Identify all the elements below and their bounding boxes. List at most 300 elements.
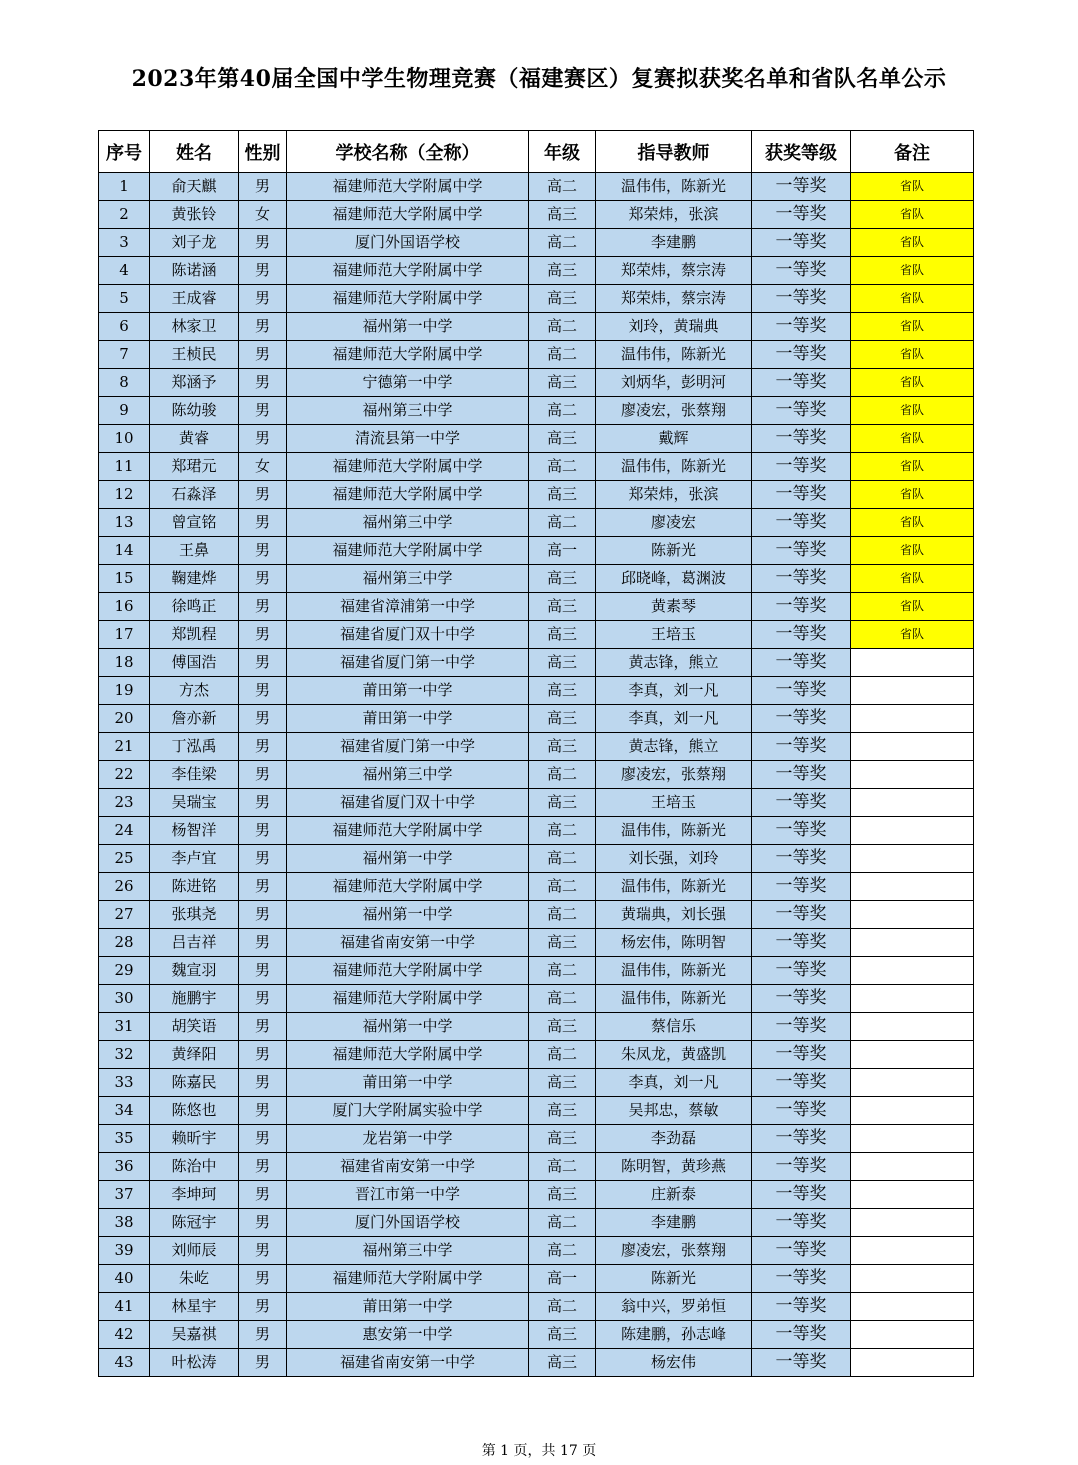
cell-grade: 高三 xyxy=(529,201,596,229)
cell-no: 30 xyxy=(99,985,150,1013)
cell-award: 一等奖 xyxy=(752,1209,851,1237)
cell-no: 40 xyxy=(99,1265,150,1293)
cell-name: 叶松涛 xyxy=(150,1349,239,1377)
cell-no: 14 xyxy=(99,537,150,565)
table-row xyxy=(99,1265,974,1293)
cell-remark xyxy=(851,1097,974,1125)
cell-name: 郑凯程 xyxy=(150,621,239,649)
table-row xyxy=(99,761,974,789)
cell-grade: 高三 xyxy=(529,285,596,313)
cell-award: 一等奖 xyxy=(752,173,851,201)
cell-grade: 高二 xyxy=(529,1153,596,1181)
table-row xyxy=(99,173,974,201)
cell-gender: 男 xyxy=(239,1153,287,1181)
cell-no: 3 xyxy=(99,229,150,257)
cell-grade: 高三 xyxy=(529,649,596,677)
cell-name: 傅国浩 xyxy=(150,649,239,677)
table-row xyxy=(99,789,974,817)
cell-remark xyxy=(851,1209,974,1237)
cell-no: 20 xyxy=(99,705,150,733)
cell-gender: 男 xyxy=(239,481,287,509)
cell-award: 一等奖 xyxy=(752,257,851,285)
cell-award: 一等奖 xyxy=(752,1125,851,1153)
cell-name: 林星宇 xyxy=(150,1293,239,1321)
cell-remark xyxy=(851,1041,974,1069)
cell-name: 王成睿 xyxy=(150,285,239,313)
cell-teacher: 陈建鹏，孙志峰 xyxy=(596,1321,752,1349)
cell-teacher: 郑荣炜，张滨 xyxy=(596,201,752,229)
table-row xyxy=(99,1153,974,1181)
cell-no: 19 xyxy=(99,677,150,705)
cell-teacher: 陈新光 xyxy=(596,1265,752,1293)
cell-gender: 女 xyxy=(239,201,287,229)
cell-teacher: 王培玉 xyxy=(596,789,752,817)
table-row xyxy=(99,621,974,649)
cell-gender: 男 xyxy=(239,257,287,285)
cell-remark xyxy=(851,649,974,677)
cell-no: 35 xyxy=(99,1125,150,1153)
cell-teacher: 李真，刘一凡 xyxy=(596,677,752,705)
cell-no: 34 xyxy=(99,1097,150,1125)
table-row xyxy=(99,733,974,761)
cell-gender: 男 xyxy=(239,369,287,397)
cell-no: 10 xyxy=(99,425,150,453)
cell-no: 25 xyxy=(99,845,150,873)
cell-grade: 高三 xyxy=(529,1321,596,1349)
cell-gender: 男 xyxy=(239,873,287,901)
cell-grade: 高三 xyxy=(529,1349,596,1377)
cell-teacher: 廖凌宏，张蔡翔 xyxy=(596,761,752,789)
cell-grade: 高一 xyxy=(529,537,596,565)
cell-name: 李坤珂 xyxy=(150,1181,239,1209)
cell-award: 一等奖 xyxy=(752,1069,851,1097)
table-row xyxy=(99,1321,974,1349)
cell-no: 21 xyxy=(99,733,150,761)
table-row xyxy=(99,313,974,341)
cell-no: 22 xyxy=(99,761,150,789)
page-footer: 第 1 页，共 17 页 xyxy=(481,1443,597,1459)
table-row xyxy=(99,1209,974,1237)
cell-remark xyxy=(851,1293,974,1321)
cell-award: 一等奖 xyxy=(752,453,851,481)
cell-gender: 男 xyxy=(239,173,287,201)
cell-teacher: 廖凌宏，张蔡翔 xyxy=(596,1237,752,1265)
cell-grade: 高三 xyxy=(529,369,596,397)
cell-remark: 省队 xyxy=(851,425,974,453)
cell-grade: 高二 xyxy=(529,509,596,537)
cell-school: 福建师范大学附属中学 xyxy=(287,481,529,509)
cell-gender: 男 xyxy=(239,1265,287,1293)
cell-no: 11 xyxy=(99,453,150,481)
cell-name: 郑涵予 xyxy=(150,369,239,397)
cell-remark xyxy=(851,761,974,789)
cell-school: 福建省厦门双十中学 xyxy=(287,621,529,649)
cell-gender: 女 xyxy=(239,453,287,481)
cell-award: 一等奖 xyxy=(752,1041,851,1069)
table-row xyxy=(99,1013,974,1041)
cell-school: 福建省厦门第一中学 xyxy=(287,733,529,761)
cell-name: 徐鸣正 xyxy=(150,593,239,621)
cell-school: 福建师范大学附属中学 xyxy=(287,201,529,229)
cell-award: 一等奖 xyxy=(752,1321,851,1349)
cell-remark xyxy=(851,1349,974,1377)
table-row xyxy=(99,229,974,257)
cell-no: 29 xyxy=(99,957,150,985)
cell-grade: 高二 xyxy=(529,1237,596,1265)
cell-remark xyxy=(851,1181,974,1209)
cell-name: 李佳梁 xyxy=(150,761,239,789)
cell-school: 福州第三中学 xyxy=(287,565,529,593)
cell-award: 一等奖 xyxy=(752,873,851,901)
cell-remark: 省队 xyxy=(851,229,974,257)
cell-name: 黄张铃 xyxy=(150,201,239,229)
cell-gender: 男 xyxy=(239,537,287,565)
cell-name: 杨智洋 xyxy=(150,817,239,845)
cell-no: 1 xyxy=(99,173,150,201)
cell-school: 厦门大学附属实验中学 xyxy=(287,1097,529,1125)
cell-award: 一等奖 xyxy=(752,481,851,509)
cell-school: 福建师范大学附属中学 xyxy=(287,285,529,313)
table-row xyxy=(99,1069,974,1097)
cell-name: 丁泓禹 xyxy=(150,733,239,761)
cell-remark xyxy=(851,1069,974,1097)
cell-teacher: 吴邦忠，蔡敏 xyxy=(596,1097,752,1125)
cell-name: 陈治中 xyxy=(150,1153,239,1181)
cell-no: 17 xyxy=(99,621,150,649)
cell-teacher: 黄瑞典，刘长强 xyxy=(596,901,752,929)
cell-name: 朱屹 xyxy=(150,1265,239,1293)
cell-name: 王鼻 xyxy=(150,537,239,565)
cell-award: 一等奖 xyxy=(752,901,851,929)
cell-school: 晋江市第一中学 xyxy=(287,1181,529,1209)
cell-award: 一等奖 xyxy=(752,761,851,789)
cell-no: 36 xyxy=(99,1153,150,1181)
cell-gender: 男 xyxy=(239,1321,287,1349)
cell-no: 6 xyxy=(99,313,150,341)
col-header-no: 序号 xyxy=(99,131,150,173)
cell-teacher: 温伟伟，陈新光 xyxy=(596,957,752,985)
cell-teacher: 蔡信乐 xyxy=(596,1013,752,1041)
cell-no: 18 xyxy=(99,649,150,677)
cell-school: 福建师范大学附属中学 xyxy=(287,257,529,285)
cell-school: 福州第三中学 xyxy=(287,761,529,789)
cell-no: 33 xyxy=(99,1069,150,1097)
cell-school: 福建师范大学附属中学 xyxy=(287,173,529,201)
col-header-award: 获奖等级 xyxy=(752,131,851,173)
cell-school: 福州第一中学 xyxy=(287,313,529,341)
cell-no: 13 xyxy=(99,509,150,537)
cell-name: 黄绎阳 xyxy=(150,1041,239,1069)
cell-gender: 男 xyxy=(239,621,287,649)
cell-teacher: 李建鹏 xyxy=(596,1209,752,1237)
cell-remark xyxy=(851,957,974,985)
cell-award: 一等奖 xyxy=(752,1349,851,1377)
cell-teacher: 廖凌宏 xyxy=(596,509,752,537)
cell-award: 一等奖 xyxy=(752,509,851,537)
cell-remark xyxy=(851,929,974,957)
cell-no: 15 xyxy=(99,565,150,593)
cell-remark: 省队 xyxy=(851,257,974,285)
cell-teacher: 温伟伟，陈新光 xyxy=(596,873,752,901)
table-row xyxy=(99,873,974,901)
cell-grade: 高三 xyxy=(529,1069,596,1097)
cell-name: 鞠建烨 xyxy=(150,565,239,593)
cell-school: 福建师范大学附属中学 xyxy=(287,537,529,565)
cell-award: 一等奖 xyxy=(752,985,851,1013)
table-row xyxy=(99,257,974,285)
cell-no: 43 xyxy=(99,1349,150,1377)
cell-remark xyxy=(851,733,974,761)
cell-award: 一等奖 xyxy=(752,341,851,369)
cell-gender: 男 xyxy=(239,1181,287,1209)
cell-remark xyxy=(851,845,974,873)
cell-grade: 高三 xyxy=(529,481,596,509)
cell-name: 张琪尧 xyxy=(150,901,239,929)
cell-award: 一等奖 xyxy=(752,1293,851,1321)
cell-teacher: 朱凤龙，黄盛凯 xyxy=(596,1041,752,1069)
table-row xyxy=(99,901,974,929)
cell-remark: 省队 xyxy=(851,621,974,649)
cell-grade: 高二 xyxy=(529,453,596,481)
cell-gender: 男 xyxy=(239,705,287,733)
table-row xyxy=(99,397,974,425)
cell-remark xyxy=(851,985,974,1013)
cell-award: 一等奖 xyxy=(752,565,851,593)
document-title: 2023年第40届全国中学生物理竞赛（福建赛区）复赛拟获奖名单和省队名单公示 xyxy=(131,66,947,92)
cell-award: 一等奖 xyxy=(752,957,851,985)
table-row xyxy=(99,1349,974,1377)
cell-gender: 男 xyxy=(239,985,287,1013)
cell-grade: 高二 xyxy=(529,817,596,845)
cell-school: 福州第三中学 xyxy=(287,1237,529,1265)
cell-grade: 高三 xyxy=(529,1125,596,1153)
table-row xyxy=(99,1125,974,1153)
table-row xyxy=(99,929,974,957)
cell-teacher: 杨宏伟 xyxy=(596,1349,752,1377)
cell-no: 23 xyxy=(99,789,150,817)
table-row xyxy=(99,845,974,873)
cell-gender: 男 xyxy=(239,649,287,677)
cell-gender: 男 xyxy=(239,285,287,313)
table-row xyxy=(99,1041,974,1069)
cell-gender: 男 xyxy=(239,1013,287,1041)
cell-grade: 高三 xyxy=(529,1097,596,1125)
cell-gender: 男 xyxy=(239,1097,287,1125)
cell-teacher: 刘玲，黄瑞典 xyxy=(596,313,752,341)
table-row xyxy=(99,985,974,1013)
cell-no: 9 xyxy=(99,397,150,425)
cell-remark: 省队 xyxy=(851,369,974,397)
cell-name: 郑珺元 xyxy=(150,453,239,481)
cell-remark xyxy=(851,1321,974,1349)
cell-school: 莆田第一中学 xyxy=(287,1069,529,1097)
cell-name: 曾宣铭 xyxy=(150,509,239,537)
cell-school: 福建师范大学附属中学 xyxy=(287,341,529,369)
table-row xyxy=(99,705,974,733)
cell-school: 福建师范大学附属中学 xyxy=(287,1041,529,1069)
cell-name: 刘子龙 xyxy=(150,229,239,257)
cell-award: 一等奖 xyxy=(752,817,851,845)
cell-name: 陈幼骏 xyxy=(150,397,239,425)
cell-gender: 男 xyxy=(239,1041,287,1069)
cell-no: 27 xyxy=(99,901,150,929)
cell-gender: 男 xyxy=(239,929,287,957)
table-row xyxy=(99,817,974,845)
cell-school: 福建省南安第一中学 xyxy=(287,929,529,957)
cell-teacher: 陈明智，黄珍燕 xyxy=(596,1153,752,1181)
table-row xyxy=(99,565,974,593)
cell-remark xyxy=(851,1125,974,1153)
cell-no: 26 xyxy=(99,873,150,901)
cell-gender: 男 xyxy=(239,509,287,537)
cell-school: 福建省南安第一中学 xyxy=(287,1349,529,1377)
cell-teacher: 黄志锋，熊立 xyxy=(596,733,752,761)
cell-teacher: 刘炳华，彭明河 xyxy=(596,369,752,397)
cell-teacher: 郑荣炜，张滨 xyxy=(596,481,752,509)
table-row xyxy=(99,201,974,229)
cell-no: 5 xyxy=(99,285,150,313)
cell-school: 福州第三中学 xyxy=(287,397,529,425)
cell-teacher: 黄素琴 xyxy=(596,593,752,621)
cell-remark xyxy=(851,705,974,733)
cell-grade: 高二 xyxy=(529,873,596,901)
table-row xyxy=(99,1293,974,1321)
cell-grade: 高二 xyxy=(529,901,596,929)
table-row xyxy=(99,537,974,565)
cell-gender: 男 xyxy=(239,313,287,341)
cell-no: 4 xyxy=(99,257,150,285)
col-header-name: 姓名 xyxy=(150,131,239,173)
cell-name: 陈进铭 xyxy=(150,873,239,901)
cell-award: 一等奖 xyxy=(752,929,851,957)
cell-gender: 男 xyxy=(239,761,287,789)
col-header-gender: 性别 xyxy=(239,131,287,173)
cell-grade: 高二 xyxy=(529,1293,596,1321)
cell-school: 福建师范大学附属中学 xyxy=(287,817,529,845)
cell-school: 福建师范大学附属中学 xyxy=(287,1265,529,1293)
cell-award: 一等奖 xyxy=(752,1097,851,1125)
table-row xyxy=(99,649,974,677)
cell-teacher: 戴辉 xyxy=(596,425,752,453)
cell-gender: 男 xyxy=(239,1349,287,1377)
cell-grade: 高二 xyxy=(529,845,596,873)
cell-name: 赖昕宇 xyxy=(150,1125,239,1153)
cell-gender: 男 xyxy=(239,229,287,257)
table-row xyxy=(99,481,974,509)
cell-name: 林家卫 xyxy=(150,313,239,341)
col-header-teacher: 指导教师 xyxy=(596,131,752,173)
cell-remark: 省队 xyxy=(851,313,974,341)
cell-grade: 高三 xyxy=(529,425,596,453)
cell-no: 39 xyxy=(99,1237,150,1265)
cell-school: 福建师范大学附属中学 xyxy=(287,985,529,1013)
cell-no: 16 xyxy=(99,593,150,621)
cell-grade: 高二 xyxy=(529,229,596,257)
cell-award: 一等奖 xyxy=(752,313,851,341)
cell-school: 福州第三中学 xyxy=(287,509,529,537)
cell-name: 黄睿 xyxy=(150,425,239,453)
cell-grade: 高二 xyxy=(529,1209,596,1237)
cell-grade: 高二 xyxy=(529,313,596,341)
cell-name: 刘师辰 xyxy=(150,1237,239,1265)
cell-grade: 高一 xyxy=(529,1265,596,1293)
cell-gender: 男 xyxy=(239,817,287,845)
cell-teacher: 庄新泰 xyxy=(596,1181,752,1209)
cell-grade: 高三 xyxy=(529,565,596,593)
cell-award: 一等奖 xyxy=(752,677,851,705)
cell-award: 一等奖 xyxy=(752,789,851,817)
cell-award: 一等奖 xyxy=(752,1153,851,1181)
cell-gender: 男 xyxy=(239,1209,287,1237)
cell-gender: 男 xyxy=(239,565,287,593)
cell-no: 38 xyxy=(99,1209,150,1237)
cell-remark: 省队 xyxy=(851,481,974,509)
cell-teacher: 李建鹏 xyxy=(596,229,752,257)
cell-remark xyxy=(851,901,974,929)
cell-grade: 高二 xyxy=(529,957,596,985)
cell-name: 王桢民 xyxy=(150,341,239,369)
cell-name: 吴瑞宝 xyxy=(150,789,239,817)
cell-award: 一等奖 xyxy=(752,397,851,425)
cell-remark xyxy=(851,817,974,845)
cell-award: 一等奖 xyxy=(752,621,851,649)
cell-school: 福州第一中学 xyxy=(287,845,529,873)
cell-name: 陈诺涵 xyxy=(150,257,239,285)
cell-gender: 男 xyxy=(239,1237,287,1265)
cell-teacher: 杨宏伟，陈明智 xyxy=(596,929,752,957)
cell-grade: 高二 xyxy=(529,341,596,369)
cell-name: 方杰 xyxy=(150,677,239,705)
cell-teacher: 李劲磊 xyxy=(596,1125,752,1153)
cell-school: 清流县第一中学 xyxy=(287,425,529,453)
cell-gender: 男 xyxy=(239,341,287,369)
table-row xyxy=(99,509,974,537)
cell-award: 一等奖 xyxy=(752,705,851,733)
cell-school: 福建师范大学附属中学 xyxy=(287,873,529,901)
cell-school: 莆田第一中学 xyxy=(287,705,529,733)
cell-teacher: 郑荣炜，蔡宗涛 xyxy=(596,285,752,313)
cell-grade: 高二 xyxy=(529,985,596,1013)
cell-no: 32 xyxy=(99,1041,150,1069)
table-row xyxy=(99,453,974,481)
cell-gender: 男 xyxy=(239,733,287,761)
table-row xyxy=(99,425,974,453)
cell-name: 吴嘉祺 xyxy=(150,1321,239,1349)
cell-no: 24 xyxy=(99,817,150,845)
col-header-grade: 年级 xyxy=(529,131,596,173)
cell-grade: 高二 xyxy=(529,761,596,789)
cell-no: 12 xyxy=(99,481,150,509)
cell-gender: 男 xyxy=(239,677,287,705)
cell-school: 莆田第一中学 xyxy=(287,677,529,705)
col-header-school: 学校名称（全称） xyxy=(287,131,529,173)
cell-no: 7 xyxy=(99,341,150,369)
cell-award: 一等奖 xyxy=(752,229,851,257)
cell-school: 福州第一中学 xyxy=(287,1013,529,1041)
cell-grade: 高三 xyxy=(529,929,596,957)
table-row xyxy=(99,957,974,985)
cell-gender: 男 xyxy=(239,1069,287,1097)
cell-grade: 高三 xyxy=(529,733,596,761)
cell-teacher: 温伟伟，陈新光 xyxy=(596,341,752,369)
cell-gender: 男 xyxy=(239,593,287,621)
cell-name: 陈悠也 xyxy=(150,1097,239,1125)
cell-no: 31 xyxy=(99,1013,150,1041)
cell-gender: 男 xyxy=(239,957,287,985)
cell-no: 41 xyxy=(99,1293,150,1321)
cell-school: 福建师范大学附属中学 xyxy=(287,957,529,985)
award-table xyxy=(98,130,974,1377)
